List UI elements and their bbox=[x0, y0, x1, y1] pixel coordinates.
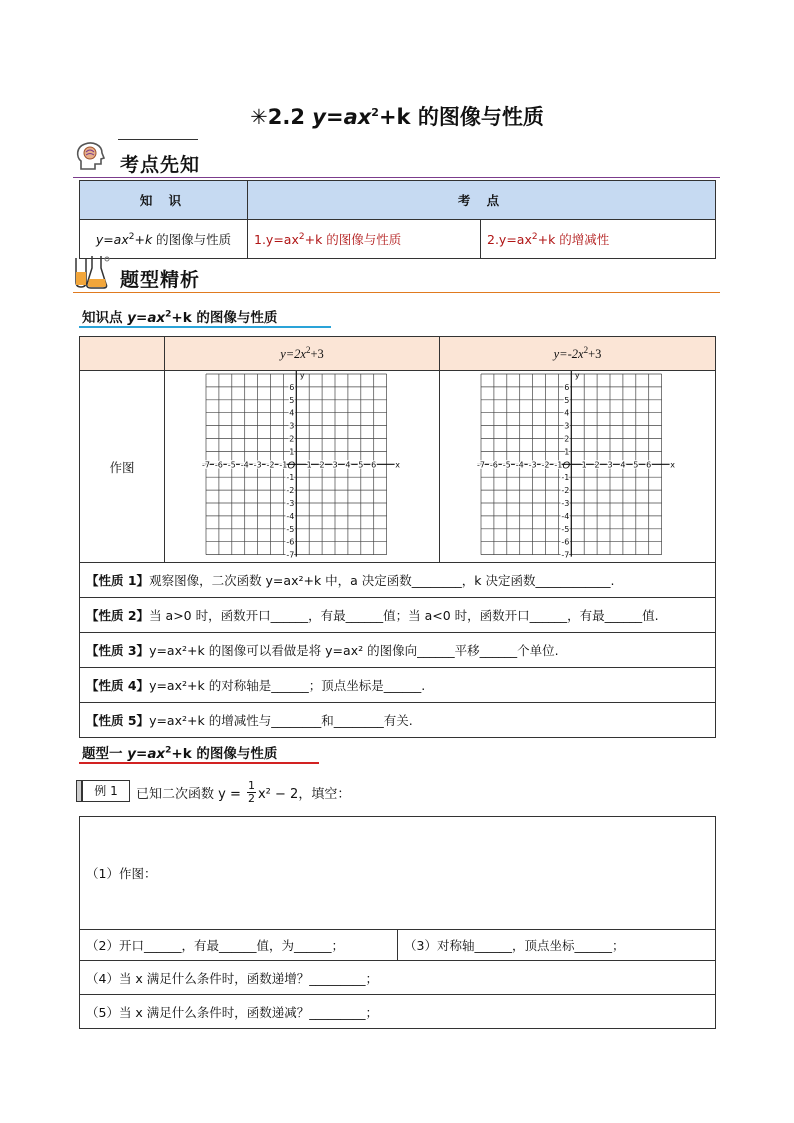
coordinate-grid-right[interactable] bbox=[440, 371, 715, 559]
x-tick-label: 4 bbox=[345, 460, 351, 470]
x-tick-label: -3 bbox=[253, 460, 262, 470]
y-tick-label: 2 bbox=[564, 434, 570, 444]
x-tick-label: 1 bbox=[581, 460, 587, 470]
x-tick-label: -5 bbox=[502, 460, 511, 470]
property-row: 【性质 3】y=ax²+k 的图像可以看做是将 y=ax² 的图像向______平移______个单位. bbox=[80, 633, 716, 668]
x-tick-label: -1 bbox=[279, 460, 288, 470]
page-title: ✳2.2 $y=ax^2+k$ 的图像与性质 bbox=[250, 105, 544, 129]
y-tick-label: 3 bbox=[564, 421, 570, 431]
section-top-rule bbox=[118, 139, 198, 140]
section-rule-orange bbox=[73, 292, 720, 293]
knowledge-header: 知 识 bbox=[80, 181, 248, 220]
graph-cell-right bbox=[440, 371, 716, 563]
x-tick-label: -2 bbox=[266, 460, 275, 470]
knowledge-table bbox=[79, 180, 716, 259]
x-tick-label: -3 bbox=[528, 460, 537, 470]
x-tick-label: -1 bbox=[554, 460, 563, 470]
x-tick-label: 2 bbox=[594, 460, 600, 470]
question-type-underline bbox=[79, 762, 319, 764]
y-tick-label: -4 bbox=[286, 511, 295, 521]
x-tick-label: 4 bbox=[620, 460, 626, 470]
y-tick-label: 4 bbox=[289, 408, 295, 418]
y-tick-label: 5 bbox=[564, 395, 570, 405]
section-rule-purple bbox=[73, 177, 720, 178]
knowledge-point-underline bbox=[79, 326, 331, 328]
fraction: $\frac{1}{2}$ bbox=[247, 779, 255, 805]
y-tick-label: -6 bbox=[286, 537, 295, 547]
section-title-exam-points: 考点先知 bbox=[120, 155, 201, 176]
y-tick-label: -2 bbox=[286, 486, 295, 496]
flask-icon bbox=[71, 252, 105, 286]
example-table bbox=[79, 816, 716, 1029]
x-tick-label: 5 bbox=[633, 460, 639, 470]
origin-label: O bbox=[287, 460, 296, 472]
q1-draw: （1）作图： bbox=[80, 817, 716, 930]
q4-increasing: （4）当 x 满足什么条件时，函数递增？_________； bbox=[80, 961, 716, 995]
y-tick-label: -1 bbox=[561, 473, 570, 483]
q3-axis: （3）对称轴______，顶点坐标______； bbox=[398, 930, 716, 961]
draw-label: 作图 bbox=[80, 371, 165, 563]
x-tick-label: -4 bbox=[515, 460, 524, 470]
x-tick-label: 5 bbox=[358, 460, 364, 470]
exam-point-2: $2.y=ax^2+k$ 的增减性 bbox=[481, 220, 716, 259]
x-tick-label: 3 bbox=[607, 460, 613, 470]
y-tick-label: 5 bbox=[289, 395, 295, 405]
knowledge-point-heading: 知识点 $y=ax^2+k$ 的图像与性质 bbox=[82, 309, 278, 326]
y-tick-label: -7 bbox=[561, 550, 570, 559]
x-tick-label: 3 bbox=[332, 460, 338, 470]
x-tick-label: 6 bbox=[646, 460, 652, 470]
y-tick-label: -3 bbox=[286, 499, 295, 508]
property-row: 【性质 4】y=ax²+k 的对称轴是______；顶点坐标是______. bbox=[80, 668, 716, 703]
y-tick-label: -2 bbox=[561, 486, 570, 496]
y-tick-label: 1 bbox=[564, 447, 570, 457]
y-tick-label: -4 bbox=[561, 511, 570, 521]
y-tick-label: -5 bbox=[286, 524, 295, 534]
y-tick-label: -7 bbox=[286, 550, 295, 559]
y-tick-label: 3 bbox=[289, 421, 295, 431]
y-tick-label: -5 bbox=[561, 524, 570, 534]
example-intro: 已知二次函数 y = $\frac{1}{2}$ x² − 2，填空： bbox=[136, 779, 351, 805]
header-blank bbox=[80, 337, 165, 371]
x-tick-label: -7 bbox=[202, 460, 210, 470]
y-tick-label: -1 bbox=[286, 473, 295, 483]
y-tick-label: 6 bbox=[564, 382, 570, 392]
property-row: 【性质 1】观察图像，二次函数 y=ax²+k 中，a 决定函数________，k 决定函数____________. bbox=[80, 563, 716, 598]
properties-table bbox=[79, 336, 716, 738]
x-axis-label: x bbox=[395, 460, 400, 470]
knowledge-cell: $y=ax^2+k$ 的图像与性质 bbox=[80, 220, 248, 259]
x-tick-label: 1 bbox=[306, 460, 312, 470]
x-tick-label: 6 bbox=[371, 460, 377, 470]
q5-decreasing: （5）当 x 满足什么条件时，函数递减？_________； bbox=[80, 995, 716, 1029]
example-badge: 例 1 bbox=[76, 780, 130, 802]
y-tick-label: 1 bbox=[289, 447, 295, 457]
y-axis-label: y bbox=[574, 371, 580, 380]
y-tick-label: 2 bbox=[289, 434, 295, 444]
x-tick-label: -2 bbox=[541, 460, 550, 470]
y-tick-label: -6 bbox=[561, 537, 570, 547]
x-tick-label: -5 bbox=[227, 460, 236, 470]
x-tick-label: 2 bbox=[319, 460, 325, 470]
graph-header-right: $y=-2x^2+3$ bbox=[440, 337, 716, 371]
property-row: 【性质 2】当 a>0 时，函数开口______，有最______值；当 a<0 时，函数开口______，有最______值. bbox=[80, 598, 716, 633]
graph-cell-left bbox=[165, 371, 440, 563]
graph-header-left: $y=2x^2+3$ bbox=[165, 337, 440, 371]
section-title-question-types: 题型精析 bbox=[120, 270, 201, 291]
y-axis-label: y bbox=[299, 371, 305, 380]
brain-head-icon bbox=[73, 139, 107, 173]
y-tick-label: 4 bbox=[564, 408, 570, 418]
question-type-heading: 题型一 $y=ax^2+k$ 的图像与性质 bbox=[82, 745, 278, 762]
x-axis-label: x bbox=[670, 460, 675, 470]
x-tick-label: -6 bbox=[214, 460, 223, 470]
property-row: 【性质 5】y=ax²+k 的增减性与________和________有关. bbox=[80, 703, 716, 738]
x-tick-label: -7 bbox=[477, 460, 485, 470]
x-tick-label: -6 bbox=[489, 460, 498, 470]
y-tick-label: 6 bbox=[289, 382, 295, 392]
exam-points-header: 考 点 bbox=[248, 181, 716, 220]
coordinate-grid-left[interactable] bbox=[165, 371, 435, 559]
y-tick-label: -3 bbox=[561, 499, 570, 508]
q2-opening: （2）开口______，有最______值，为______； bbox=[80, 930, 398, 961]
exam-point-1: $1.y=ax^2+k$ 的图像与性质 bbox=[248, 220, 481, 259]
x-tick-label: -4 bbox=[240, 460, 249, 470]
origin-label: O bbox=[562, 460, 571, 472]
